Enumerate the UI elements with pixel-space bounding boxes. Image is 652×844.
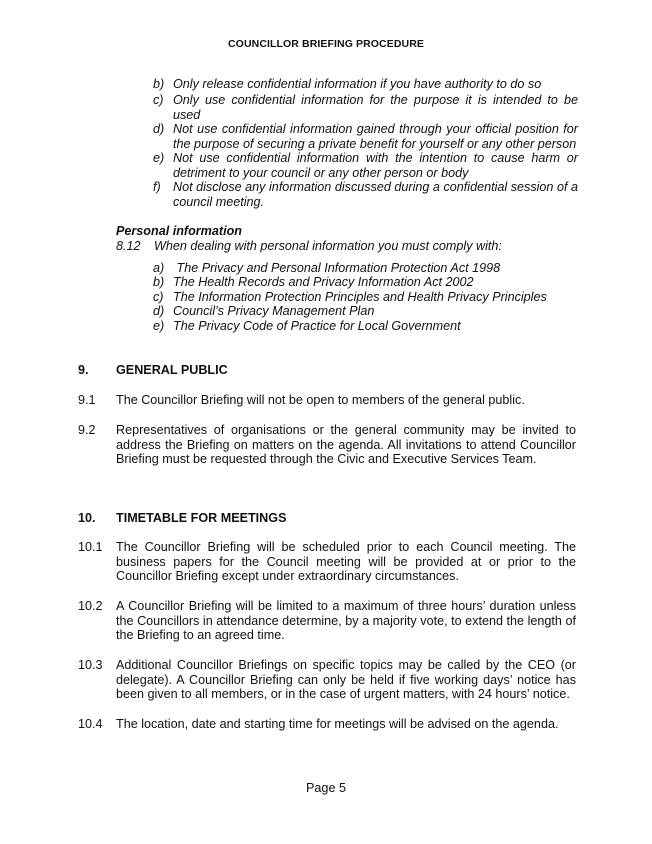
clause-number: 8.12 [116, 239, 141, 253]
paragraph-text: The Councillor Briefing will not be open to members of the general public. [116, 393, 525, 407]
paragraph-number: 10.1 [78, 540, 103, 554]
paragraph-number: 10.4 [78, 717, 103, 731]
paragraph [78, 540, 576, 584]
list-item [153, 151, 578, 180]
section-title: GENERAL PUBLIC [116, 363, 228, 377]
list-item [153, 122, 578, 151]
list-marker: c) [153, 93, 164, 107]
list-item [153, 93, 578, 122]
list-item [153, 290, 578, 305]
paragraph-number: 10.2 [78, 599, 103, 613]
paragraph-text: Representatives of organisations or the general community may be invited to address the Briefing on matters on the agenda. All invitations to attend Councillor Briefing must be requested through the Civic and Executive Services Team. [116, 423, 576, 467]
page-header: COUNCILLOR BRIEFING PROCEDURE [228, 38, 424, 50]
list-text: Not use confidential information gained through your official position for the purpose of securing a private benefit for yourself or any other person [173, 122, 578, 151]
list-text: The Privacy Code of Practice for Local Government [173, 319, 461, 333]
page-number: Page 5 [306, 781, 346, 795]
list-marker: e) [153, 319, 165, 333]
section-title: TIMETABLE FOR MEETINGS [116, 511, 287, 525]
list-item [153, 319, 578, 334]
list-text: Only use confidential information for the purpose it is intended to be used [173, 93, 578, 122]
list-text: Not disclose any information discussed during a confidential session of a council meeting. [173, 180, 578, 209]
list-text: The Health Records and Privacy Information Act 2002 [173, 275, 474, 289]
list-item [153, 275, 578, 290]
section-number: 10. [78, 511, 96, 525]
paragraph [78, 717, 576, 732]
paragraph-number: 9.2 [78, 423, 96, 437]
paragraph-text: The Councillor Briefing will be scheduled prior to each Council meeting. The business papers for the Council meeting will be provided at or prior to the Councillor Briefing except under extraordinary circumstances. [116, 540, 576, 584]
paragraph [78, 423, 576, 467]
clause-text: When dealing with personal information you must comply with: [154, 239, 502, 253]
list-text: Council’s Privacy Management Plan [173, 304, 375, 318]
list-item [153, 261, 578, 276]
list-text: Only release confidential information if you have authority to do so [173, 77, 542, 91]
paragraph-text: Additional Councillor Briefings on specific topics may be called by the CEO (or delegate). A Councillor Briefing can only be held if five working days’ notice has been given to all members, or in the case of urgent matters, with 24 hours’ notice. [116, 658, 576, 702]
paragraph-number: 10.3 [78, 658, 103, 672]
paragraph-text: A Councillor Briefing will be limited to a maximum of three hours’ duration unless the Councillors in attendance determine, by a majority vote, to extend the length of the Briefing to an agreed time. [116, 599, 576, 643]
list-item [153, 180, 578, 209]
list-text: The Privacy and Personal Information Protection Act 1998 [173, 261, 501, 275]
list-text: The Information Protection Principles and Health Privacy Principles [173, 290, 547, 304]
paragraph [78, 393, 576, 408]
list-marker: c) [153, 290, 164, 304]
paragraph-number: 9.1 [78, 393, 96, 407]
paragraph [78, 599, 576, 643]
list-marker: d) [153, 122, 165, 136]
list-marker: b) [153, 77, 165, 91]
list-item [153, 77, 578, 92]
paragraph [78, 658, 576, 702]
list-marker: f) [153, 180, 161, 194]
list-marker: a) [153, 261, 165, 275]
paragraph-text: The location, date and starting time for meetings will be advised on the agenda. [116, 717, 559, 731]
list-item [153, 304, 578, 319]
list-marker: b) [153, 275, 165, 289]
section-number: 9. [78, 363, 89, 377]
personal-info-heading: Personal information [116, 224, 242, 238]
list-marker: e) [153, 151, 165, 165]
list-text: Not use confidential information with the intention to cause harm or detriment to your council or any other person or body [173, 151, 578, 180]
list-marker: d) [153, 304, 165, 318]
